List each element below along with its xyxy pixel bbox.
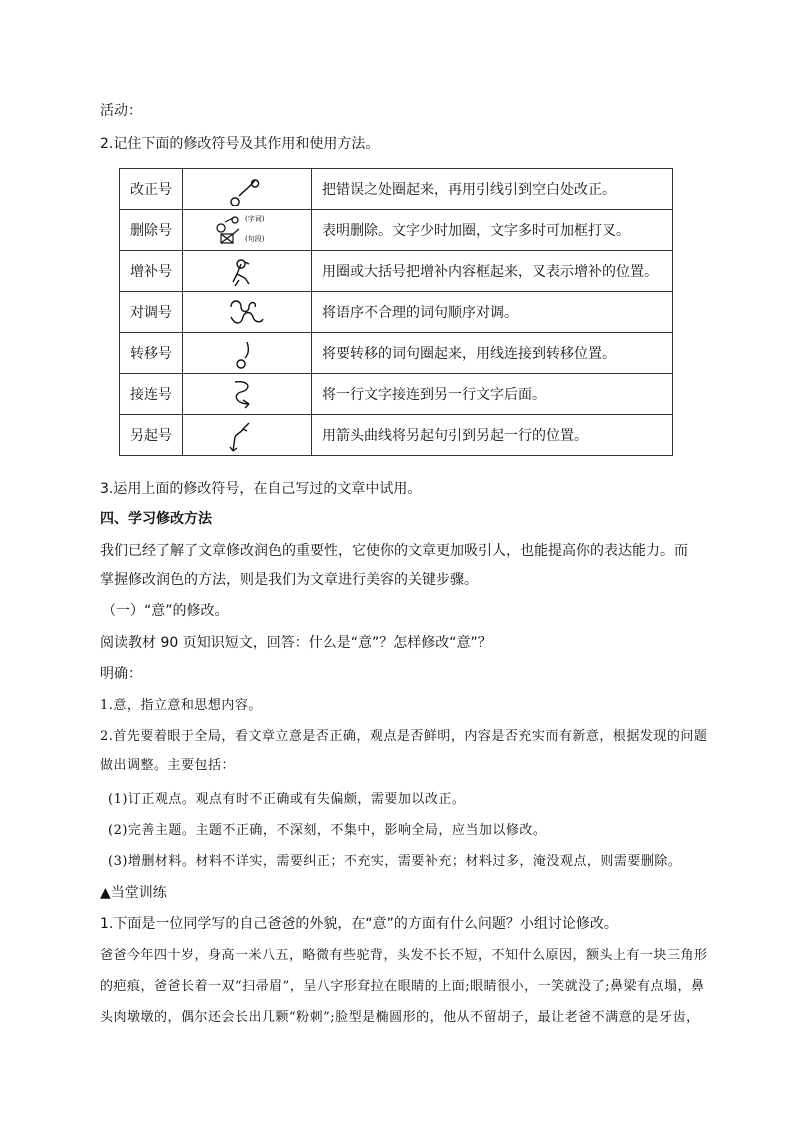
point-2: 2.首先要着眼于全局，看文章立意是否正确，观点是否鲜明，内容是否充实而有新意，根据发现的问题做出调整。主要包括： [100, 729, 708, 773]
section-4-paragraph: 我们已经了解了文章修改润色的重要性，它使你的文章更加吸引人，也能提高你的表达能力。而掌握修改润色的方法，则是我们为文章进行美容的关键步骤。 [100, 543, 688, 588]
mark-name: 改正号 [120, 169, 183, 210]
point-1: 1.意，指立意和思想内容。 [100, 698, 262, 713]
table-row [120, 210, 673, 251]
table-row [120, 169, 673, 210]
new-line-mark-icon [183, 415, 312, 456]
insertion-mark-icon [183, 251, 312, 292]
mark-description: 将语序不合理的词句顺序对调。 [312, 292, 673, 333]
correction-mark-icon [183, 169, 312, 210]
mark-description: 表明删除。文字少时加圈，文字多时可加框打叉。 [312, 210, 673, 251]
mark-name: 增补号 [120, 251, 183, 292]
mark-name: 转移号 [120, 333, 183, 374]
table-row [120, 292, 673, 333]
point-2-item-2: (2)完善主题。主题不正确，不深刻，不集中，影响全局，应当加以修改。 [108, 823, 547, 838]
practice-question-1: 1.下面是一位同学写的自己爸爸的外貌，在“意”的方面有什么问题？小组讨论修改。 [100, 916, 618, 932]
step-2-text: 2.记住下面的修改符号及其作用和使用方法。 [100, 136, 380, 152]
table-row [120, 415, 673, 456]
table-row [120, 333, 673, 374]
mark-name: 对调号 [120, 292, 183, 333]
revision-marks-table [119, 168, 673, 456]
swap-mark-icon [183, 292, 312, 333]
mark-description: 用圈或大括号把增补内容框起来，叉表示增补的位置。 [312, 251, 673, 292]
transfer-mark-icon [183, 333, 312, 374]
table-row [120, 251, 673, 292]
join-mark-icon [183, 374, 312, 415]
read-prompt: 阅读教材 90 页知识短文，回答：什么是“意”？怎样修改“意”？ [100, 635, 492, 651]
mark-name: 删除号 [120, 210, 183, 251]
practice-title: ▲当堂训练 [100, 885, 167, 901]
point-2-item-1: (1)订正观点。观点有时不正确或有失偏颇，需要加以改正。 [108, 792, 466, 807]
practice-text: 爸爸今年四十岁，身高一米八五，略微有些驼背，头发不长不短，不知什么原因，额头上有一块三角形的疤痕，爸爸长着一双“扫帚眉”，呈八字形耷拉在眼睛的上面;眼睛很小，一笑就没了;鼻梁有点塌，鼻头肉墩墩的，偶尔还会长出几颗“粉刺”;脸型是椭圆形的，他从不留胡子，最让老爸不满意的是牙齿， [100, 948, 708, 1025]
clarify-label: 明确： [100, 666, 142, 682]
deletion-sub-label-sentence: (句段) [245, 235, 265, 243]
table-row [120, 374, 673, 415]
mark-description: 把错误之处圈起来，再用引线引到空白处改正。 [312, 169, 673, 210]
mark-description: 用箭头曲线将另起句引到另起一行的位置。 [312, 415, 673, 456]
deletion-mark-icon [183, 210, 312, 251]
subsection-1-title: （一）“意”的修改。 [102, 603, 229, 619]
deletion-sub-label-word: (字词) [245, 215, 265, 223]
mark-name: 接连号 [120, 374, 183, 415]
step-3-text: 3.运用上面的修改符号，在自己写过的文章中试用。 [100, 481, 422, 497]
mark-description: 将要转移的词句圈起来，用线连接到转移位置。 [312, 333, 673, 374]
section-4-title: 四、学习修改方法 [100, 511, 212, 527]
mark-description: 将一行文字接连到另一行文字后面。 [312, 374, 673, 415]
activity-label: 活动： [100, 103, 142, 119]
point-2-item-3: (3)增删材料。材料不详实，需要纠正；不充实，需要补充；材料过多，淹没观点，则需要删除。 [108, 854, 682, 869]
mark-name: 另起号 [120, 415, 183, 456]
